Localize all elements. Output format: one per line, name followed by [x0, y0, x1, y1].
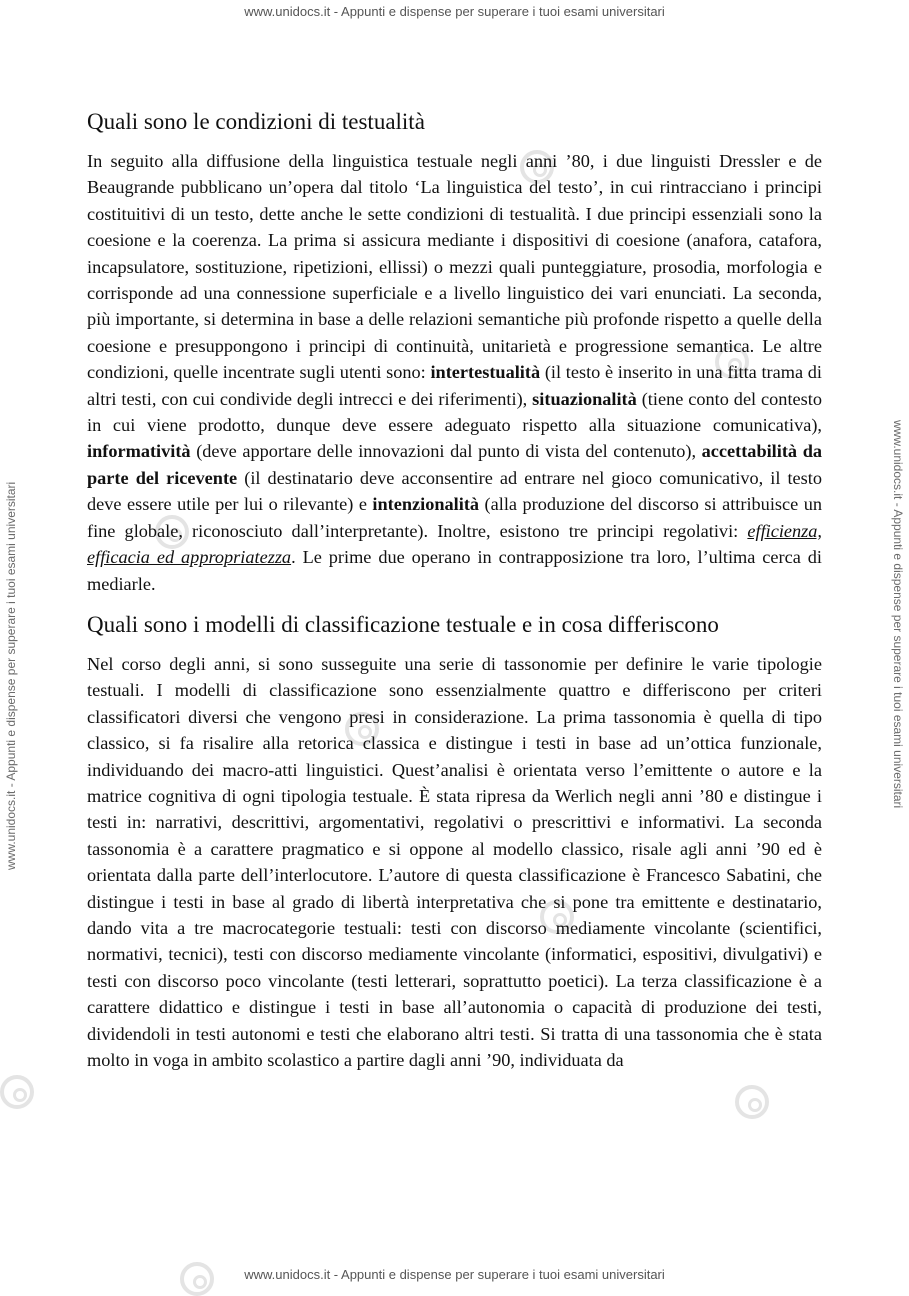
paragraph-classificazione: Nel corso degli anni, si sono susseguite una serie di tassonomie per definire le varie tipologie testuali. I modelli di classificazione sono essenzialmente quattro e differiscono per criteri classificatori diversi che vengono presi in considerazione. La prima tassonomia è quella di tipo classico, si fa risalire alla retorica classica e distingue i testi in base ad un’ottica funzionale, individuando dei macro-atti linguistici. Quest’analisi è orientata verso l’emittente o autore e la matrice cognitiva di ogni tipologia testuale. È stata ripresa da Werlich negli anni ’80 e distingue i testi in: narrativi, descrittivi, argomentativi, regolativi o prescrittivi e informativi. La seconda tassonomia è a carattere pragmatico e si oppone al modello classico, risale agli anni ’90 ed è orientata dalla parte dell’interlocutore. L’autore di questa classificazione è Francesco Sabatini, che distingue i testi in base al grado di libertà interpretativa che si pone tra emittente e destinatario, dando vita a tre macrocategorie testuali: testi con discorso mediamente vincolante (scientifici, normativi, tecnici), testi con discorso mediamente vincolante (informatici, espositivi, divulgativi) e testi con discorso poco vincolante (testi letterari, soprattutto poetici). La terza classificazione è a carattere didattico e distingue i testi in base all’autonomia o capacità di produzione dei testi, dividendoli in testi autonomi e testi che elaborano altri testi. Si tratta di una tassonomia che è stata molto in voga in ambito scolastico a partire dagli anni ’90, individuata da — [87, 653, 822, 1070]
underlined-term: efficienza, efficacia ed appropriatezza — [87, 520, 822, 568]
paragraph-testualita — [87, 148, 822, 597]
document-body — [87, 106, 822, 1085]
right-margin-watermark — [889, 0, 909, 1286]
section-heading-classificazione: Quali sono i modelli di classificazione testuale e in cosa differiscono — [87, 611, 719, 637]
right-watermark-text: www.unidocs.it - Appunti e dispense per superare i tuoi esami universitari — [891, 420, 905, 809]
text-run: . Le prime due operano in contrapposizione tra loro, l’ultima cerca di mediarle. — [87, 547, 822, 594]
text-run: In seguito alla diffusione della linguistica testuale negli anni ’80, i due linguisti Dressler e de Beaugrande pubblicano un’opera dal titolo ‘La linguistica del testo’, in cui rintracciano i principi costituitivi di un testo, dette anche le sette condizioni di testualità. I due principi essenziali sono la coesione e la coerenza. La prima si assicura mediante i dispositivi di coesione (anafora, catafora, incapsulatore, sostituzione, ripetizioni, ellissi) o mezzi quali punteggiature, prosodia, morfologia e corrisponde ad una connessione superficiale e a livello linguistico dei vari enunciati. La seconda, più importante, si determina in base a delle relazioni semantiche più profonde rispetto a quelle della coesione e presuppongono i principi di continuità, unitarietà e progressione semantica. Le altre condizioni, quelle incentrate sugli utenti sono: — [87, 151, 822, 383]
bold-term: situazionalità — [532, 388, 637, 409]
bold-term: accettabilità da parte del ricevente — [87, 441, 822, 488]
bold-term: intenzionalità — [372, 494, 480, 515]
footer-watermark: www.unidocs.it - Appunti e dispense per superare i tuoi esami universitari — [244, 1267, 665, 1282]
text-run: (deve apportare delle innovazioni dal punto di vista del contenuto), — [190, 441, 702, 462]
text-run: (tiene conto del contesto in cui viene prodotto, dunque deve essere adeguato rispetto alla situazione comunicativa), — [87, 388, 822, 436]
bold-term: informatività — [87, 441, 191, 462]
text-run: (alla produzione del discorso si attribuisce un fine globale, riconosciuto dall’interpretante). Inoltre, esistono tre principi regolativi: — [87, 494, 822, 541]
bold-term: intertestualità — [430, 362, 541, 383]
text-run: (il testo è inserito in una fitta trama di altri testi, con cui condivide degli intrecci e dei riferimenti), — [87, 362, 822, 409]
header-watermark: www.unidocs.it - Appunti e dispense per superare i tuoi esami universitari — [244, 4, 665, 19]
unidocs-stamp-icon — [0, 1075, 34, 1109]
section-heading-testualita: Quali sono le condizioni di testualità — [87, 109, 425, 134]
text-run: (il destinatario deve acconsentire ad entrare nel gioco comunicativo, il testo deve essere utile per lui o rilevante) e — [87, 467, 822, 515]
unidocs-stamp-icon — [735, 1085, 769, 1119]
left-watermark-text: www.unidocs.it - Appunti e dispense per superare i tuoi esami universitari — [4, 481, 18, 870]
unidocs-stamp-icon — [180, 1262, 214, 1296]
